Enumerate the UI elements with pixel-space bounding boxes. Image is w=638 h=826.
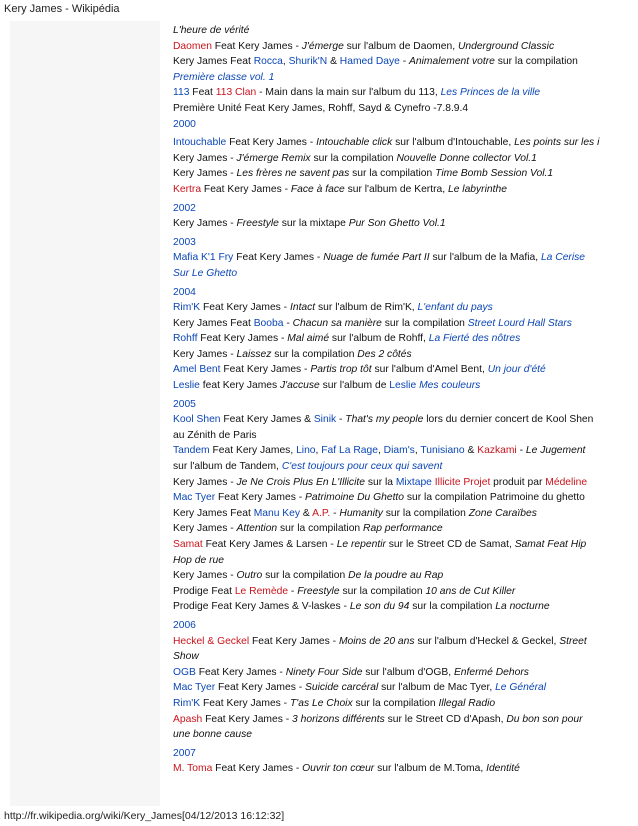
- text-segment: Feat Kery James -: [211, 40, 302, 52]
- page-footer-url: http://fr.wikipedia.org/wiki/Kery_James[04/12/2013 16:12:32]: [4, 810, 285, 822]
- link[interactable]: Première classe vol. 1: [173, 71, 275, 83]
- text-segment: Feat Kery James -: [233, 252, 324, 264]
- link[interactable]: 2002: [173, 202, 196, 214]
- text-segment: sur la compilation: [494, 56, 578, 68]
- discography-line: [173, 266, 633, 282]
- text-segment: sur la compilation: [271, 348, 358, 360]
- year-list-item: [173, 618, 633, 634]
- text-segment: J'émerge: [301, 40, 344, 52]
- text-segment: Feat Kery James -: [202, 713, 293, 725]
- discography-line: [173, 428, 633, 444]
- link[interactable]: Lino: [296, 445, 316, 457]
- text-segment: &: [300, 507, 313, 519]
- text-segment: Animalement votre: [409, 56, 495, 68]
- text-segment: -: [399, 56, 410, 68]
- discography-line: [173, 412, 633, 428]
- text-segment: sur l'album d'OGB,: [362, 666, 454, 678]
- discography-line: [173, 475, 633, 491]
- text-segment: Partis trop tôt: [310, 364, 372, 376]
- text-segment: Kery James Feat: [173, 507, 254, 519]
- text-segment: Enfermé Dehors: [453, 666, 529, 678]
- text-segment: Kery James -: [173, 218, 237, 230]
- redlink[interactable]: Kertra: [173, 183, 202, 195]
- redlink[interactable]: Illicite Projet: [434, 476, 491, 488]
- discography-line: [173, 378, 633, 394]
- discography-line: [173, 166, 633, 182]
- text-segment: Freestyle: [236, 218, 279, 230]
- text-segment: Intact: [289, 302, 316, 314]
- text-segment: Kery James -: [173, 168, 237, 180]
- text-segment: Les points sur les i: [514, 137, 600, 149]
- text-segment: Feat Kery James -: [249, 635, 339, 647]
- link[interactable]: Diam's: [383, 445, 415, 457]
- text-segment: J'émerge Remix: [236, 152, 311, 164]
- text-segment: ,: [377, 445, 384, 457]
- discography-line: [173, 135, 633, 151]
- text-segment: Le son du 94: [349, 601, 410, 613]
- discography-line: [173, 634, 633, 650]
- discography-line: [173, 347, 633, 363]
- text-segment: Kery James Feat: [173, 317, 254, 329]
- text-segment: Illegal Radio: [438, 697, 496, 709]
- text-segment: Prodige Feat Kery James & V-laskes -: [173, 601, 350, 613]
- text-segment: sur l'album de Daomen,: [343, 40, 458, 52]
- discography-line: [173, 362, 633, 378]
- text-segment: sur l'album d'Intouchable,: [392, 137, 515, 149]
- text-segment: ,: [315, 445, 322, 457]
- discography-line: [173, 712, 633, 728]
- discography-line: [173, 331, 633, 347]
- discography-line: [173, 506, 633, 522]
- text-segment: J'accuse: [280, 380, 320, 392]
- discography-line: [173, 537, 633, 553]
- text-segment: sur la compilation: [409, 601, 496, 613]
- text-segment: Kery James Feat: [173, 56, 254, 68]
- redlink[interactable]: A.P.: [312, 507, 331, 519]
- discography-line: [173, 316, 633, 332]
- discography-line: [173, 182, 633, 198]
- link[interactable]: Faf La Rage: [321, 445, 378, 457]
- link[interactable]: 2006: [173, 619, 196, 631]
- link[interactable]: Mes couleurs: [419, 380, 481, 392]
- text-segment: Feat Kery James -: [226, 137, 317, 149]
- text-segment: Feat Kery James,: [209, 445, 297, 457]
- text-segment: Kery James -: [173, 476, 237, 488]
- redlink[interactable]: Daomen: [173, 40, 212, 52]
- text-segment: sur le Street CD d'Apash,: [384, 713, 507, 725]
- link[interactable]: 2007: [173, 747, 196, 759]
- text-segment: Première Unité Feat Kery James, Rohff, Sayd & Cynefro -7.8.9.4: [173, 102, 469, 114]
- text-segment: Freestyle: [297, 585, 340, 597]
- discography-line: [173, 680, 633, 696]
- text-segment: Humanity: [339, 507, 383, 519]
- text-segment: sur l'album de Kertra,: [344, 183, 448, 195]
- text-segment: sur l'album de la Mafia,: [429, 252, 541, 264]
- link[interactable]: Sur Le Ghetto: [173, 267, 238, 279]
- text-segment: Street: [559, 635, 587, 647]
- text-segment: Je Ne Crois Plus En L'Illicite: [236, 476, 365, 488]
- text-segment: Feat Kery James -: [215, 682, 305, 694]
- text-segment: Hop de rue: [173, 554, 224, 566]
- text-segment: -: [283, 317, 293, 329]
- text-segment: Kery James -: [173, 152, 237, 164]
- text-segment: -: [516, 445, 526, 457]
- redlink[interactable]: Heckel & Geckel: [173, 635, 250, 647]
- discography-line: [173, 665, 633, 681]
- text-segment: ,: [414, 445, 421, 457]
- discography-line: [173, 101, 633, 117]
- text-segment: Feat Kery James -: [220, 364, 311, 376]
- text-segment: sur la compilation: [352, 697, 439, 709]
- link[interactable]: Les Princes de la ville: [440, 87, 541, 99]
- link[interactable]: 113: [173, 87, 190, 99]
- text-segment: une bonne cause: [173, 729, 253, 741]
- text-segment: Feat Kery James -: [200, 697, 290, 709]
- discography-line: [173, 761, 633, 777]
- text-segment: Underground Classic: [457, 40, 555, 52]
- year-list-item: [173, 746, 633, 762]
- text-segment: Zone Caraïbes: [468, 507, 537, 519]
- discography-line: [173, 23, 633, 39]
- discography-line: [173, 649, 633, 665]
- text-segment: 3 horizons différents: [292, 713, 385, 725]
- text-segment: sur l'album de Rim'K,: [315, 302, 418, 314]
- text-segment: Nouvelle Donne collector Vol.1: [396, 152, 537, 164]
- text-segment: &: [327, 56, 340, 68]
- text-segment: Show: [173, 651, 199, 663]
- text-segment: Feat Kery James -: [212, 763, 303, 775]
- text-segment: sur l'album de M.Toma,: [374, 763, 487, 775]
- link[interactable]: Rim'K: [173, 302, 201, 314]
- text-segment: -: [330, 507, 340, 519]
- discography-line: [173, 584, 633, 600]
- link[interactable]: Mafia K'1 Fry: [173, 252, 234, 264]
- text-segment: sur l'album de: [319, 380, 390, 392]
- link[interactable]: 2000: [173, 118, 196, 130]
- text-segment: Des 2 côtés: [357, 348, 412, 360]
- discography-line: [173, 521, 633, 537]
- text-segment: Patrimoine Du Ghetto: [305, 492, 405, 504]
- link[interactable]: Mac Tyer: [173, 492, 216, 504]
- link[interactable]: Le Général: [495, 682, 547, 694]
- discography-line: [173, 568, 633, 584]
- text-segment: Feat Kery James -: [195, 666, 286, 678]
- text-segment: sur la compilation Patrimoine du ghetto: [404, 492, 585, 504]
- discography-line: [173, 599, 633, 615]
- link[interactable]: Hamed Daye: [339, 56, 400, 68]
- text-segment: sur la mixtape: [278, 218, 349, 230]
- text-segment: Attention: [236, 523, 278, 535]
- link[interactable]: OGB: [173, 666, 196, 678]
- text-segment: au Zénith de Paris: [173, 429, 257, 441]
- discography-line: [173, 70, 633, 86]
- text-segment: sur la compilation: [277, 523, 364, 535]
- text-segment: Laissez: [236, 348, 272, 360]
- link[interactable]: Rohff: [173, 333, 198, 345]
- redlink[interactable]: Le Remède: [234, 585, 289, 597]
- text-segment: Le labyrinthe: [447, 183, 507, 195]
- text-segment: &: [464, 445, 478, 457]
- text-segment: lors du dernier concert de Kool Shen: [423, 414, 594, 426]
- link[interactable]: Sinik: [313, 414, 337, 426]
- text-segment: That's my people: [345, 414, 424, 426]
- text-segment: La nocturne: [495, 601, 550, 613]
- text-segment: sur la compilation: [262, 570, 349, 582]
- text-segment: sur la compilation: [381, 317, 468, 329]
- text-segment: sur la compilation: [349, 168, 436, 180]
- text-segment: Kery James -: [173, 570, 237, 582]
- text-segment: Kery James -: [173, 523, 237, 535]
- text-segment: Time Bomb Session Vol.1: [435, 168, 554, 180]
- text-segment: Samat Feat Hip: [514, 539, 587, 550]
- text-segment: sur l'album de Mac Tyer,: [378, 682, 496, 694]
- discography-line: [173, 459, 633, 475]
- link[interactable]: Tandem: [173, 445, 210, 457]
- text-segment: Feat Kery James & Larsen -: [202, 539, 337, 550]
- link[interactable]: Mixtape: [395, 476, 432, 488]
- redlink[interactable]: Apash: [173, 713, 203, 725]
- text-segment: Rap performance: [363, 523, 443, 535]
- discography-line: [173, 727, 633, 743]
- link[interactable]: Rim'K: [173, 697, 201, 709]
- text-segment: Ouvrir ton cœur: [302, 763, 375, 775]
- text-segment: Intouchable click: [316, 137, 393, 149]
- text-segment: Face à face: [290, 183, 345, 195]
- text-segment: De la poudre au Rap: [348, 570, 444, 582]
- discography-line: [173, 151, 633, 167]
- text-segment: sur la compilation: [382, 507, 469, 519]
- discography-line: [173, 553, 633, 569]
- link[interactable]: 2005: [173, 398, 196, 410]
- text-segment: sur l'album de Tandem,: [173, 461, 282, 473]
- link[interactable]: L'enfant du pays: [417, 302, 493, 314]
- text-segment: sur la: [364, 476, 396, 488]
- text-segment: Feat Kery James -: [200, 302, 290, 314]
- year-list-item: [173, 201, 633, 217]
- text-segment: sur le Street CD de Samat,: [385, 539, 515, 550]
- redlink[interactable]: Médeline: [545, 476, 588, 488]
- text-segment: - Main dans la main sur l'album du 113,: [256, 87, 441, 99]
- redlink[interactable]: 113 Clan: [215, 87, 257, 99]
- link[interactable]: 2004: [173, 286, 196, 298]
- discography-line: [173, 54, 633, 70]
- link[interactable]: Kool Shen: [173, 414, 221, 426]
- link[interactable]: Booba: [253, 317, 284, 329]
- text-segment: L'heure de vérité: [173, 25, 250, 36]
- text-segment: Nuage de fumée Part II: [323, 252, 430, 264]
- text-segment: sur la compilation: [339, 585, 426, 597]
- text-segment: 10 ans de Cut Killer: [425, 585, 516, 597]
- text-segment: -: [336, 414, 346, 426]
- link[interactable]: Shurik'N: [288, 56, 328, 68]
- text-segment: Feat Kery James -: [197, 333, 288, 345]
- discography-line: [173, 443, 633, 459]
- link[interactable]: Rocca: [253, 56, 283, 68]
- redlink[interactable]: Kazkami: [477, 445, 517, 457]
- link[interactable]: 2003: [173, 236, 196, 248]
- page-header-title: Kery James - Wikipédia: [4, 3, 120, 15]
- text-segment: Suicide carcéral: [305, 682, 379, 694]
- text-segment: T'as Le Choix: [289, 697, 353, 709]
- link[interactable]: C'est toujours pour ceux qui savent: [281, 461, 443, 473]
- link[interactable]: La Cerise: [540, 252, 586, 264]
- text-segment: Chacun sa manière: [292, 317, 382, 329]
- text-segment: Le Jugement: [525, 445, 586, 457]
- redlink[interactable]: M. Toma: [173, 763, 213, 775]
- text-segment: Le repentir: [336, 539, 386, 550]
- redlink[interactable]: Samat: [173, 539, 203, 550]
- year-list-item: [173, 285, 633, 301]
- link[interactable]: Tunisiano: [420, 445, 465, 457]
- link[interactable]: Leslie: [389, 380, 417, 392]
- text-segment: -: [288, 585, 298, 597]
- text-segment: Outro: [236, 570, 263, 582]
- text-segment: Mal aimé: [287, 333, 330, 345]
- link[interactable]: Manu Key: [253, 507, 301, 519]
- discography-line: [173, 117, 633, 133]
- discography-list: [173, 23, 633, 777]
- text-segment: produit par: [490, 476, 546, 488]
- text-segment: sur l'album de Rohff,: [329, 333, 429, 345]
- text-segment: sur la compilation: [310, 152, 397, 164]
- text-segment: Les frères ne savent pas: [236, 168, 350, 180]
- text-segment: Kery James -: [173, 348, 237, 360]
- link[interactable]: Leslie: [173, 380, 200, 392]
- discography-line: [173, 490, 633, 506]
- text-segment: feat Kery James: [199, 380, 281, 392]
- text-segment: Moins de 20 ans: [338, 635, 415, 647]
- link[interactable]: Amel Bent: [173, 364, 221, 376]
- link[interactable]: Mac Tyer: [173, 682, 216, 694]
- link[interactable]: Street Lourd Hall Stars: [467, 317, 572, 329]
- text-segment: Feat Kery James -: [201, 183, 291, 195]
- discography-line: [173, 216, 633, 232]
- text-segment: Feat Kery James -: [215, 492, 305, 504]
- year-list-item: [173, 235, 633, 251]
- text-segment: ,: [282, 56, 289, 68]
- text-segment: Identité: [486, 763, 520, 775]
- text-segment: sur l'album d'Amel Bent,: [371, 364, 488, 376]
- discography-line: [173, 85, 633, 101]
- text-segment: Ninety Four Side: [285, 666, 363, 678]
- discography-line: [173, 39, 633, 55]
- link[interactable]: La Fierté des nôtres: [428, 333, 521, 345]
- text-segment: Du bon son pour: [506, 713, 583, 725]
- text-segment: Feat Kery James &: [220, 414, 314, 426]
- text-segment: Pur Son Ghetto Vol.1: [348, 218, 446, 230]
- text-segment: Prodige Feat: [173, 585, 235, 597]
- text-segment: Feat: [189, 87, 216, 99]
- left-sidebar-panel: [10, 21, 160, 806]
- link[interactable]: Un jour d'été: [487, 364, 546, 376]
- discography-line: [173, 250, 633, 266]
- link[interactable]: Intouchable: [173, 137, 227, 149]
- discography-line: [173, 696, 633, 712]
- text-segment: sur l'album d'Heckel & Geckel,: [414, 635, 560, 647]
- discography-line: [173, 300, 633, 316]
- year-list-item: [173, 397, 633, 413]
